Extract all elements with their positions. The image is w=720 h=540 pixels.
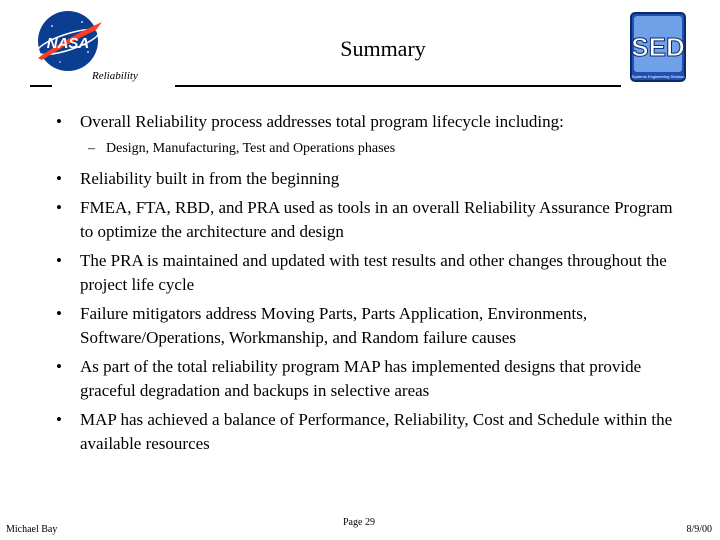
bullet-text: MAP has achieved a balance of Performance, Reliability, Cost and Schedule within the available resources	[80, 410, 673, 453]
bullet-text: Overall Reliability process addresses total program lifecycle including:	[80, 112, 564, 131]
bullet-text: The PRA is maintained and updated with test results and other changes throughout the project life cycle	[80, 251, 667, 294]
nasa-logo-text: NASA	[46, 35, 90, 52]
footer-author: Michael Bay	[6, 524, 58, 535]
dash-marker: –	[88, 141, 95, 156]
bullet-item	[56, 196, 676, 244]
bullet-item	[56, 110, 676, 134]
bullet-text: Design, Manufacturing, Test and Operations phases	[106, 141, 396, 156]
bullet-text: As part of the total reliability program MAP has implemented designs that provide graceful degradation and backups in selective areas	[80, 357, 642, 400]
bullet-item	[56, 355, 676, 403]
bullet-marker: •	[56, 169, 62, 188]
header-rule-right	[175, 85, 621, 87]
bullet-text: Reliability built in from the beginning	[80, 169, 340, 188]
section-label: Reliability	[92, 70, 138, 82]
bullet-marker: •	[56, 198, 62, 217]
bullet-item	[56, 167, 676, 191]
sed-logo-caption: Systems Engineering Division	[631, 74, 685, 79]
bullet-text: FMEA, FTA, RBD, and PRA used as tools in an overall Reliability Assurance Program to optimize the architecture and design	[80, 198, 673, 241]
page-title: Summary	[340, 36, 426, 61]
bullet-item	[56, 302, 676, 350]
bullet-marker: •	[56, 251, 62, 270]
bullet-marker: •	[56, 410, 62, 429]
bullet-marker: •	[56, 304, 62, 323]
bullet-item	[56, 249, 676, 297]
header-rule-left	[30, 85, 52, 87]
bullet-marker: •	[56, 357, 62, 376]
sed-logo-text: SED	[631, 32, 685, 62]
bullet-text: Failure mitigators address Moving Parts, Parts Application, Environments, Software/Operations, Workmanship, and Random failure causes	[80, 304, 588, 347]
footer-page-number: Page 29	[343, 517, 375, 528]
bullet-list	[56, 110, 676, 461]
bullet-item	[56, 408, 676, 456]
footer-date: 8/9/00	[686, 524, 712, 535]
sub-bullet-item	[56, 139, 676, 159]
bullet-marker: •	[56, 112, 62, 131]
